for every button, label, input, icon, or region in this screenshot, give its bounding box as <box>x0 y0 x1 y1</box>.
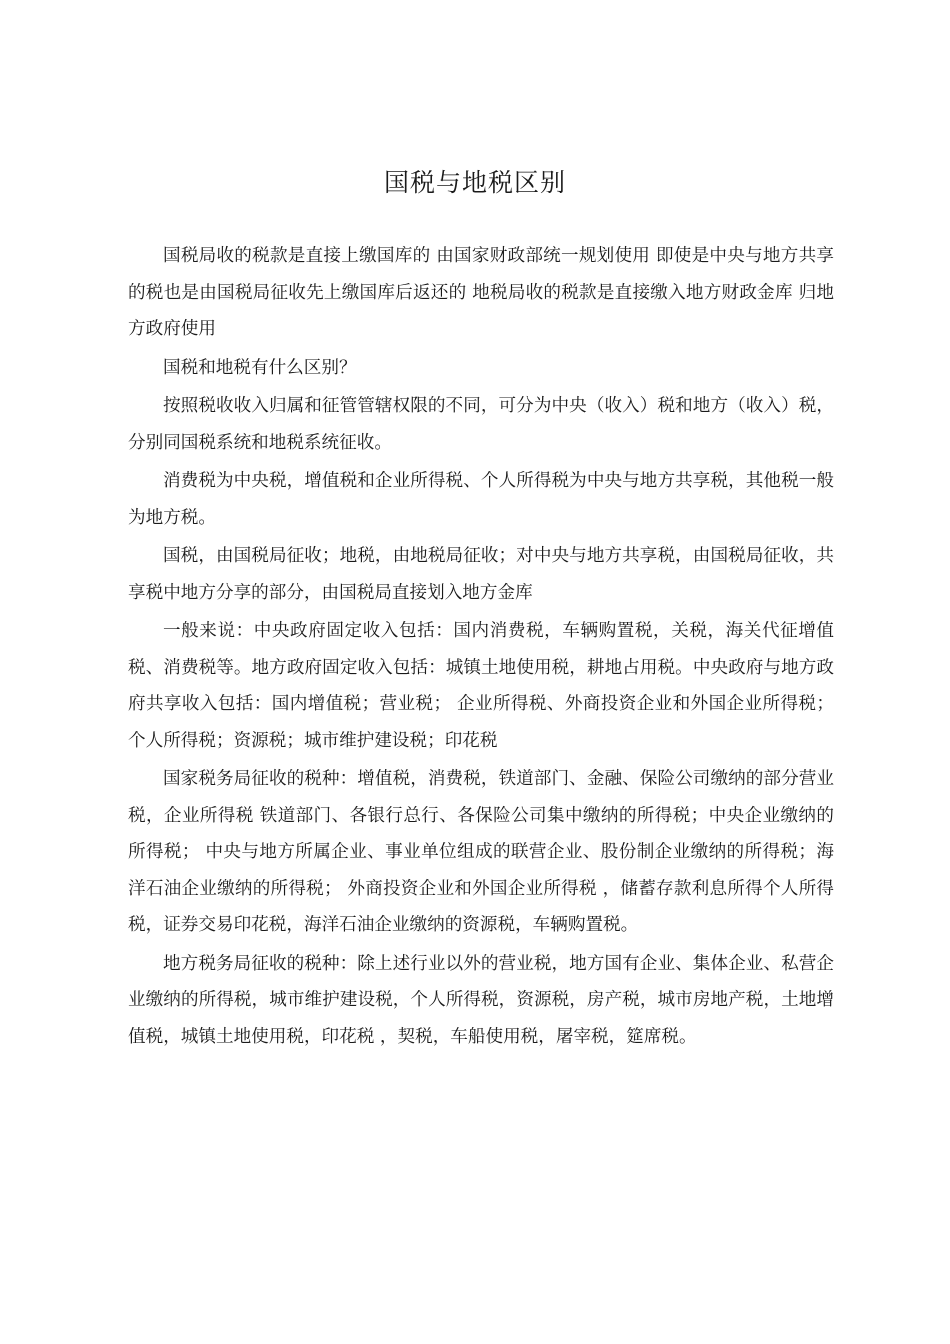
paragraph-8: 地方税务局征收的税种：除上述行业以外的营业税，地方国有企业、集体企业、私营企业缴纳的所得税，城市维护建设税，个人所得税，资源税，房产税，城市房地产税，土地增值税，城镇土地使用税，印花税 ，契税，车船使用税，屠宰税，筵席税。 <box>128 953 834 1047</box>
document-body <box>128 238 834 1057</box>
paragraph-6: 一般来说：中央政府固定收入包括：国内消费税，车辆购置税，关税，海关代征增值税、消费税等。地方政府固定收入包括：城镇土地使用税，耕地占用税。中央政府与地方政府共享收入包括：国内增值税；营业税； 企业所得税、外商投资企业和外国企业所得税；个人所得税；资源税；城市维护建设税；印花税 <box>128 621 834 751</box>
paragraph-1: 国税局收的税款是直接上缴国库的 由国家财政部统一规划使用 即使是中央与地方共享的税也是由国税局征收先上缴国库后返还的 地税局收的税款是直接缴入地方财政金库 归地方政府使用 <box>128 246 834 339</box>
paragraph-3: 按照税收收入归属和征管管辖权限的不同，可分为中央（收入）税和地方（收入）税，分别同国税系统和地税系统征收。 <box>128 396 834 453</box>
document-title: 国税与地税区别 <box>383 168 566 197</box>
paragraph-5: 国税，由国税局征收；地税，由地税局征收；对中央与地方共享税，由国税局征收，共享税中地方分享的部分，由国税局直接划入地方金库 <box>128 546 834 603</box>
paragraph-4: 消费税为中央税，增值税和企业所得税、个人所得税为中央与地方共享税，其他税一般为地方税。 <box>128 471 834 528</box>
paragraph-7: 国家税务局征收的税种：增值税，消费税，铁道部门、金融、保险公司缴纳的部分营业税，企业所得税 铁道部门、各银行总行、各保险公司集中缴纳的所得税；中央企业缴纳的所得税； 中央与地方所属企业、事业单位组成的联营企业、股份制企业缴纳的所得税；海洋石油企业缴纳的所得税； 外商投资企业和外国企业所得税 ，储蓄存款利息所得个人所得税，证券交易印花税，海洋石油企业缴纳的资源税，车辆购置税。 <box>128 769 834 935</box>
paragraph-2: 国税和地税有什么区别？ <box>163 357 357 378</box>
